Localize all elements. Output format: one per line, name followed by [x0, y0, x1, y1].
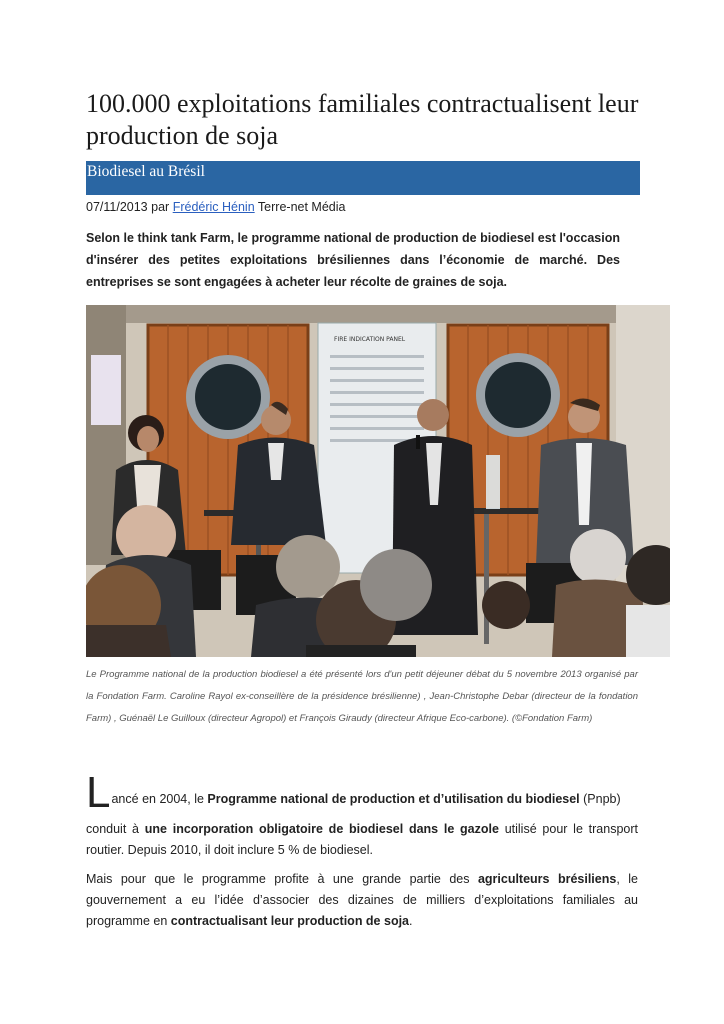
- p1-text-4: utilisé pour le transport routier. Depuis 2010, il doit inclure 5 % de biodiesel.: [86, 822, 638, 857]
- author-link[interactable]: Frédéric Hénin: [172, 200, 255, 214]
- article-photo: [86, 305, 670, 657]
- article-date: 07/11/2013: [86, 200, 148, 214]
- article-lead: Selon le think tank Farm, le programme national de production de biodiesel est l'occasion d'insérer des petites exploitations brésiliennes dans l’économie de marché. Des entreprises se sont engagées à acheter leur récolte de graines de soja.: [86, 231, 620, 289]
- section-banner: [86, 161, 640, 195]
- byline: [86, 198, 345, 216]
- p1-text-2: (Pnpb): [579, 792, 621, 806]
- p2-text-3: .: [409, 914, 413, 928]
- drop-cap: L: [86, 768, 111, 817]
- p1-text-3: conduit à: [86, 822, 145, 836]
- fire-panel-label: FIRE INDICATION PANEL: [334, 336, 406, 343]
- p2-text-2: , le gouvernement a eu l’idée d’associer des dizaines de milliers d’exploitations familiales au programme en: [86, 872, 638, 928]
- paragraph-2: [86, 869, 638, 932]
- photo-illustration: [86, 305, 670, 657]
- p1-text-1: ancé en 2004, le: [111, 792, 208, 806]
- paragraph-1: [86, 768, 638, 861]
- p1-bold-2: une incorporation obligatoire de biodiesel dans le gazole: [144, 822, 499, 836]
- p2-bold-2: contractualisant leur production de soja: [170, 914, 409, 928]
- photo-caption: Le Programme national de la production biodiesel a été présenté lors d'un petit déjeuner débat du 5 novembre 2013 organisé par la Fondation Farm. Caroline Rayol ex-conseillère de la présidence brésilienne) , Jean-Christophe Debar (directeur de la fondation Farm) , Guénaël Le Guilloux (directeur Agropol) et François Giraudy (directeur Afrique Eco-carbone). (©Fondation Farm): [86, 669, 638, 724]
- p2-bold-1: agriculteurs brésiliens: [477, 872, 617, 886]
- byline-by: par: [151, 200, 170, 214]
- p2-text-1: Mais pour que le programme profite à une grande partie des: [86, 872, 478, 886]
- article-source: Terre-net Média: [257, 200, 346, 214]
- section-label: Biodiesel au Brésil: [87, 163, 205, 180]
- p1-bold-1: Programme national de production et d’utilisation du biodiesel: [207, 792, 580, 806]
- article-title: 100.000 exploitations familiales contractualisent leur production de soja: [86, 89, 639, 150]
